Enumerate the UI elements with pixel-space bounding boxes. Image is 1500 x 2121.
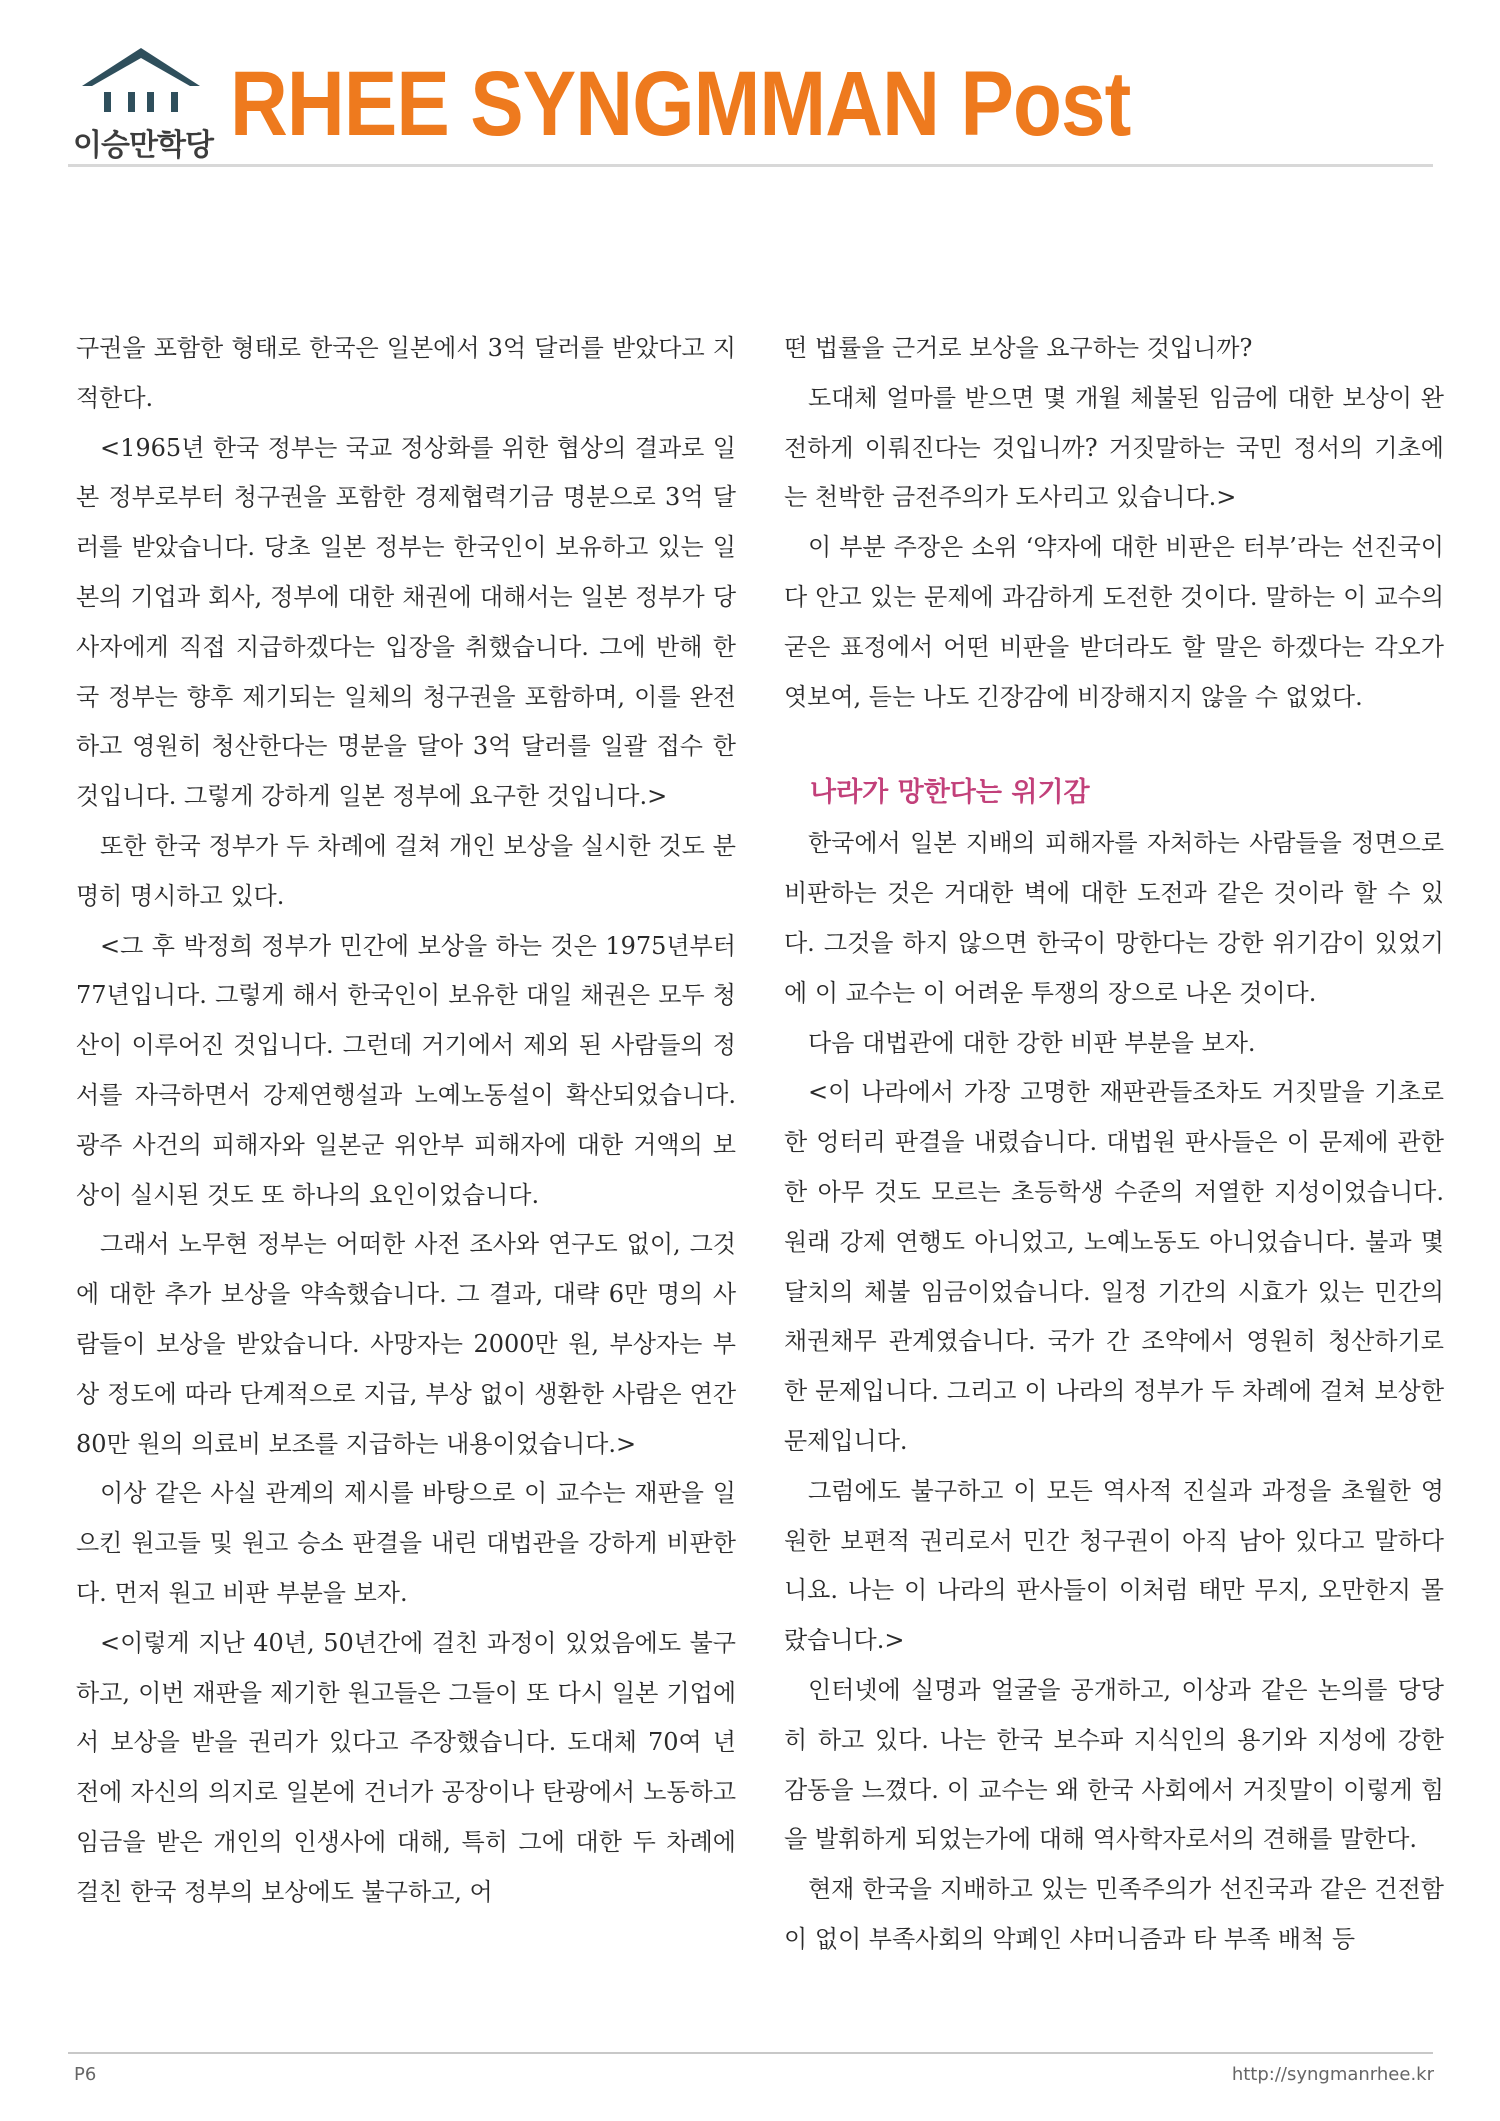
paragraph: 떤 법률을 근거로 보상을 요구하는 것입니까? <box>784 334 1253 362</box>
paragraph: 또한 한국 정부가 두 차례에 걸쳐 개인 보상을 실시한 것도 분명히 명시하고 있다. <box>76 831 736 910</box>
right-column <box>784 324 1444 1965</box>
header-divider <box>68 164 1433 167</box>
paragraph: 이 부분 주장은 소위 ‘약자에 대한 비판은 터부’라는 선진국이 다 안고 있는 문제에 과감하게 도전한 것이다. 말하는 이 교수의 굳은 표정에서 어떤 비판을 받더라도 할 말은 하겠다는 각오가 엿보여, 듣는 나도 긴장감에 비장해지지 않을 수 없었다. <box>784 533 1444 711</box>
logo <box>68 46 218 161</box>
section-heading: 나라가 망한다는 위기감 <box>810 777 1090 809</box>
paragraph: <그 후 박정희 정부가 민간에 보상을 하는 것은 1975년부터 77년입니다. 그렇게 해서 한국인이 보유한 대일 채권은 모두 청산이 이루어진 것입니다. 그런데 거기에서 제외 된 사람들의 정서를 자극하면서 강제연행설과 노예노동설이 확산되었습니다. 광주 사건의 피해자와 일본군 위안부 피해자에 대한 거액의 보상이 실시된 것도 또 하나의 요인이었습니다. <box>76 931 736 1209</box>
paragraph: <이렇게 지난 40년, 50년간에 걸친 과정이 있었음에도 불구하고, 이번 재판을 제기한 원고들은 그들이 또 다시 일본 기업에서 보상을 받을 권리가 있다고 주장했습니다. 도대체 70여 년 전에 자신의 의지로 일본에 건너가 공장이나 탄광에서 노동하고 임금을 받은 개인의 인생사에 대해, 특히 그에 대한 두 차례에 걸친 한국 정부의 보상에도 불구하고, 어 <box>76 1628 736 1906</box>
paragraph: 한국에서 일본 지배의 피해자를 자처하는 사람들을 정면으로 비판하는 것은 거대한 벽에 대한 도전과 같은 것이라 할 수 있다. 그것을 하지 않으면 한국이 망한다는 강한 위기감이 있었기에 이 교수는 이 어려운 투쟁의 장으로 나온 것이다. <box>784 829 1444 1007</box>
paragraph: 그래서 노무현 정부는 어떠한 사전 조사와 연구도 없이, 그것에 대한 추가 보상을 약속했습니다. 그 결과, 대략 6만 명의 사람들이 보상을 받았습니다. 사망자는 2000만 원, 부상자는 부상 정도에 따라 단계적으로 지급, 부상 없이 생환한 사람은 연간 80만 원의 의료비 보조를 지급하는 내용이었습니다.> <box>76 1230 736 1458</box>
paragraph: 현재 한국을 지배하고 있는 민족주의가 선진국과 같은 건전함이 없이 부족사회의 악폐인 샤머니즘과 타 부족 배척 등 <box>784 1875 1444 1953</box>
paragraph: 도대체 얼마를 받으면 몇 개월 체불된 임금에 대한 보상이 완전하게 이뤄진다는 것입니까? 거짓말하는 국민 정서의 기초에는 천박한 금전주의가 도사리고 있습니다.> <box>784 383 1444 512</box>
left-column <box>76 324 736 1918</box>
paragraph: <이 나라에서 가장 고명한 재판관들조차도 거짓말을 기초로 한 엉터리 판결을 내렸습니다. 대법원 판사들은 이 문제에 관한 한 아무 것도 모르는 초등학생 수준의 저열한 지성이었습니다. 원래 강제 연행도 아니었고, 노예노동도 아니었습니다. 불과 몇 달치의 체불 임금이었습니다. 일정 기간의 시효가 있는 민간의 채권채무 관계였습니다. 국가 간 조약에서 영원히 청산하기로 한 문제입니다. 그리고 이 나라의 정부가 두 차례에 걸쳐 보상한 문제입니다. <box>784 1078 1444 1455</box>
footer-divider <box>68 2052 1433 2054</box>
paragraph: 다음 대법관에 대한 강한 비판 부분을 보자. <box>808 1028 1256 1057</box>
house-logo-icon <box>76 46 206 122</box>
brand-title: RHEE SYNGMMAN Post <box>230 53 1131 155</box>
paragraph: 이상 같은 사실 관계의 제시를 바탕으로 이 교수는 재판을 일으킨 원고들 및 원고 승소 판결을 내린 대법관을 강하게 비판한다. 먼저 원고 비판 부분을 보자. <box>76 1479 736 1607</box>
page-number: P6 <box>74 2064 97 2085</box>
paragraph: <1965년 한국 정부는 국교 정상화를 위한 협상의 결과로 일본 정부로부터 청구권을 포함한 경제협력기금 명분으로 3억 달러를 받았습니다. 당초 일본 정부는 한국인이 보유하고 있는 일본의 기업과 회사, 정부에 대한 채권에 대해서는 일본 정부가 당사자에게 직접 지급하겠다는 입장을 취했습니다. 그에 반해 한국 정부는 향후 제기되는 일체의 청구권을 포함하며, 이를 완전하고 영원히 청산한다는 명분을 달아 3억 달러를 일괄 접수 한 것입니다. 그렇게 강하게 일본 정부에 요구한 것입니다.> <box>76 433 736 811</box>
footer-url: http://syngmanrhee.kr <box>1231 2064 1434 2085</box>
masthead <box>68 46 1428 166</box>
logo-text: 이승만학당 <box>73 128 213 163</box>
paragraph: 구권을 포함한 형태로 한국은 일본에서 3억 달러를 받았다고 지적한다. <box>76 334 736 412</box>
paragraph: 그럼에도 불구하고 이 모든 역사적 진실과 과정을 초월한 영원한 보편적 권리로서 민간 청구권이 아직 남아 있다고 말하다니요. 나는 이 나라의 판사들이 이처럼 태만 무지, 오만한지 몰랐습니다.> <box>784 1476 1444 1655</box>
paragraph: 인터넷에 실명과 얼굴을 공개하고, 이상과 같은 논의를 당당히 하고 있다. 나는 한국 보수파 지식인의 용기와 지성에 강한 감동을 느꼈다. 이 교수는 왜 한국 사회에서 거짓말이 이렇게 힘을 발휘하게 되었는가에 대해 역사학자로서의 견해를 말한다. <box>784 1675 1444 1854</box>
